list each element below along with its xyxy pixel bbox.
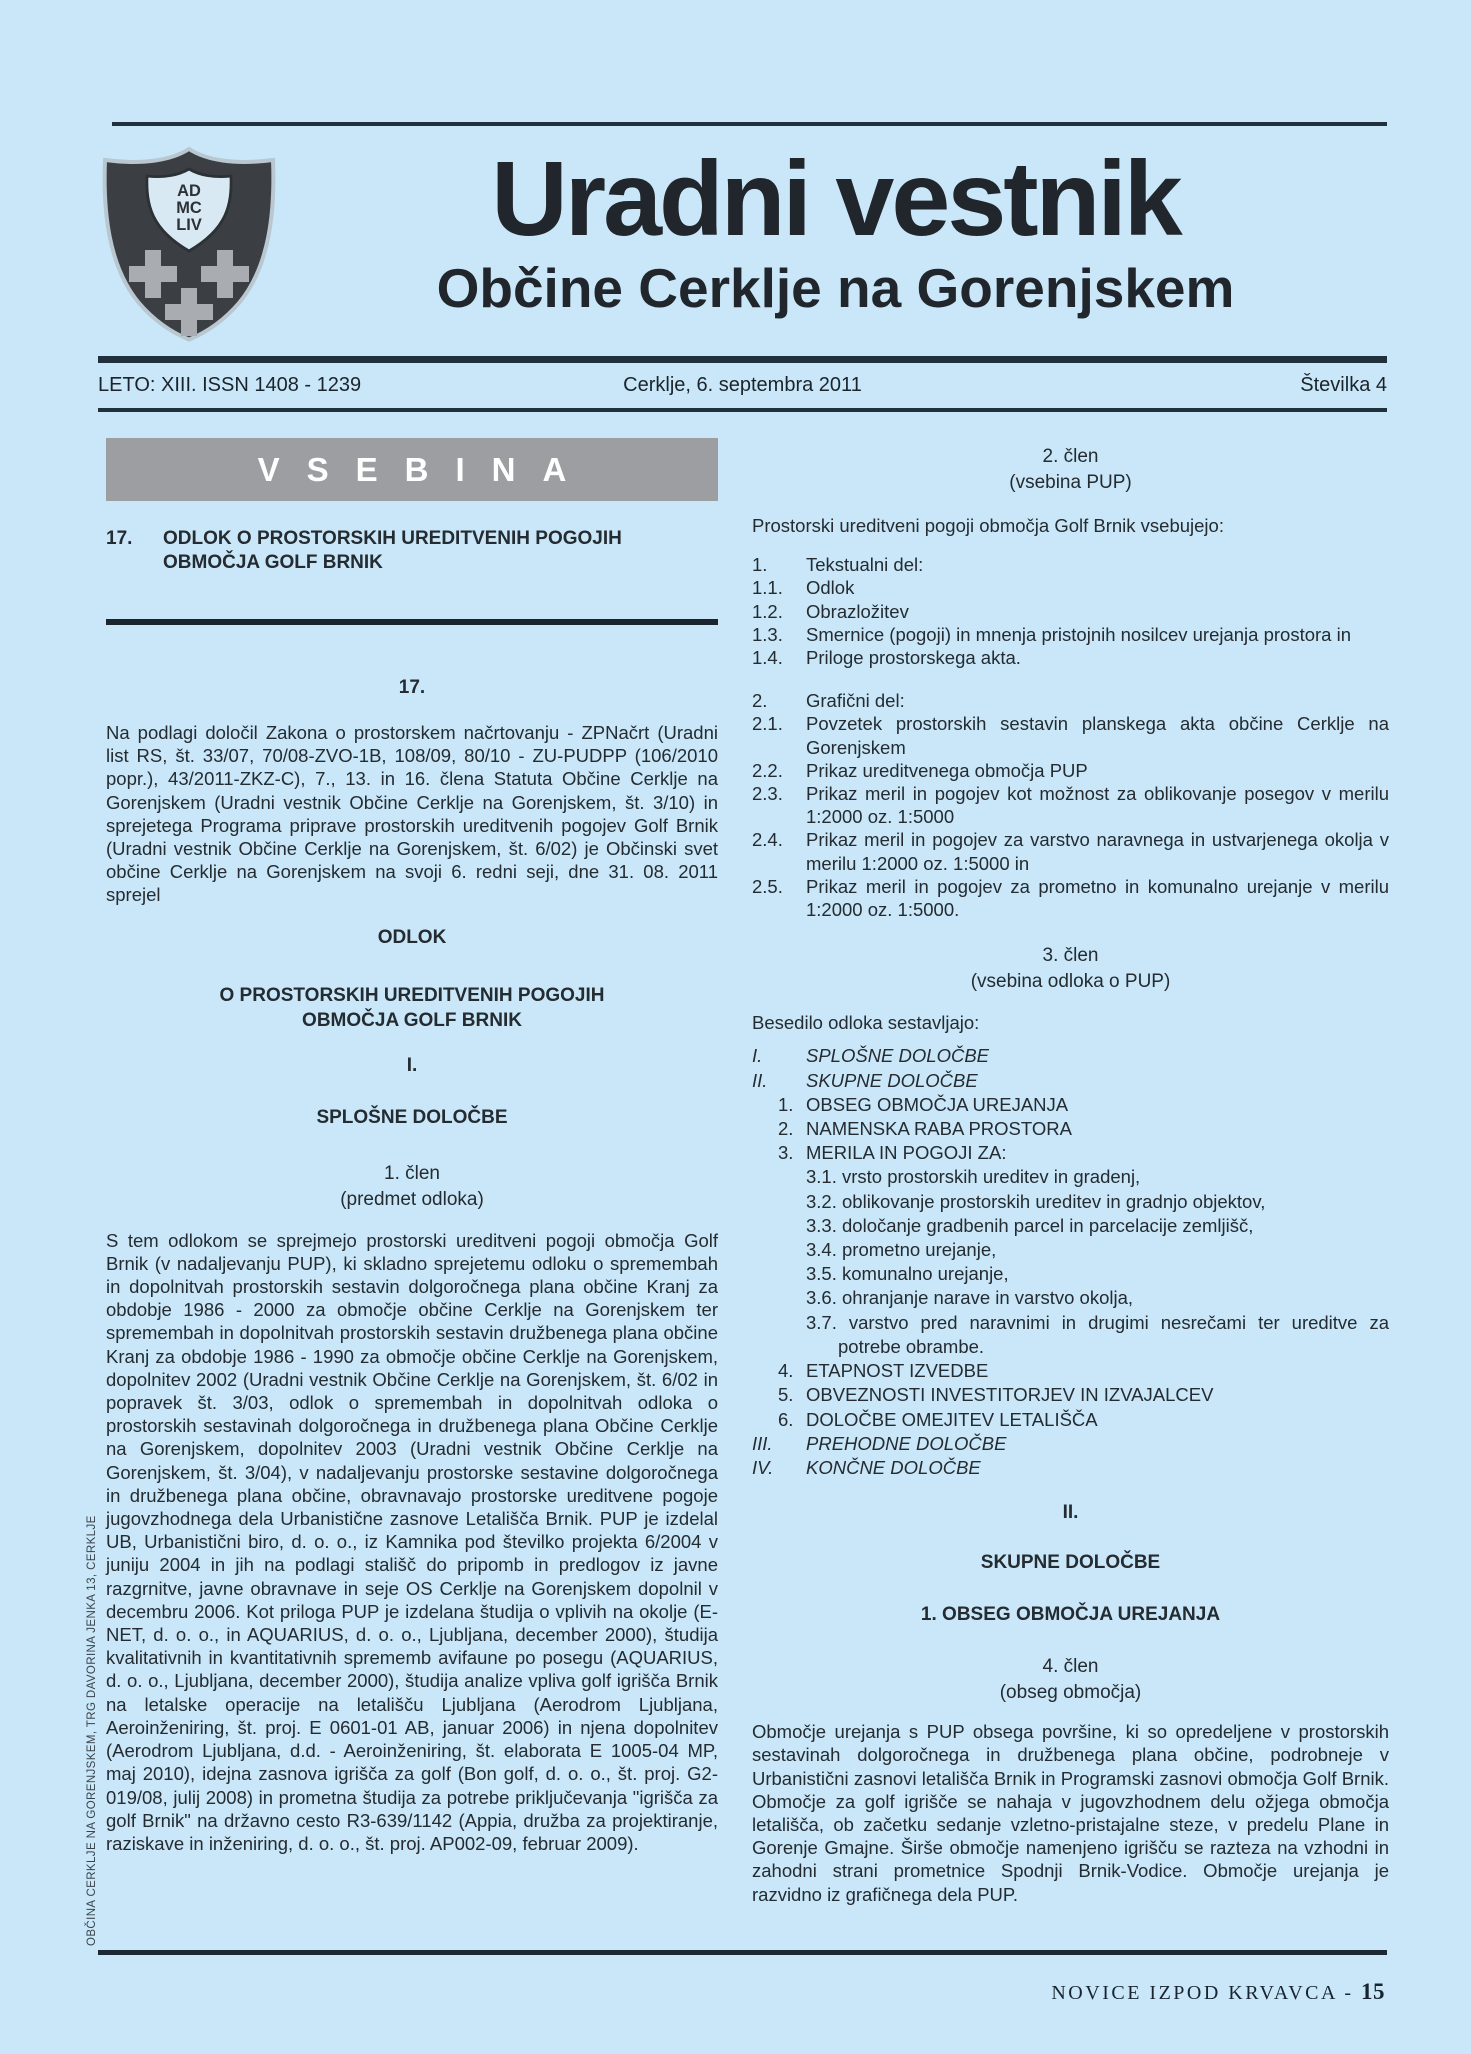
outline-text: prometno urejanje, — [842, 1239, 997, 1261]
outline-item — [752, 1165, 1389, 1189]
list-item — [752, 782, 1389, 828]
list-item-text: Obrazložitev — [806, 600, 909, 622]
contents-title: VSEBINA — [257, 451, 594, 488]
outline-text: komunalno urejanje, — [842, 1263, 1009, 1285]
list-item-text: Prikaz meril in pogojev za prometno in komunalno urejanje v merilu 1:2000 oz. 1:5000. — [806, 875, 1389, 921]
outline-text: določanje gradbenih parcel in parcelacije zemljišč, — [842, 1214, 1254, 1236]
outline-item — [752, 1456, 1389, 1480]
list-item — [752, 712, 1389, 758]
outline-item — [752, 1432, 1389, 1456]
gazette-title: Uradni vestnik — [491, 140, 1180, 258]
outline-number: 3.3. — [806, 1214, 837, 1236]
gazette-subtitle: Občine Cerklje na Gorenjskem — [436, 257, 1235, 320]
chapter-2-numeral: II. — [1062, 1502, 1079, 1524]
masthead-divider — [98, 356, 1387, 363]
outline-text: vrsto prostorskih ureditev in gradenj, — [842, 1166, 1141, 1188]
outline-number: II. — [752, 1069, 768, 1091]
list-item-text: Prikaz meril in pogojev kot možnost za oblikovanje posegov v merilu 1:2000 oz. 1:5000 — [806, 783, 1389, 828]
list-item — [752, 646, 1389, 669]
left-column — [106, 438, 718, 1855]
outline-number: 3. — [778, 1142, 794, 1164]
footer-page-number: 15 — [1361, 1979, 1385, 2004]
list-item-number: 2.4. — [752, 829, 783, 851]
list-item — [752, 576, 1389, 599]
outline-text: OBSEG OBMOČJA UREJANJA — [806, 1093, 1069, 1115]
outline-text: SPLOŠNE DOLOČBE — [806, 1045, 990, 1067]
outline-text: ohranjanje narave in varstvo okolja, — [842, 1287, 1134, 1309]
issue-infobar — [98, 363, 1387, 408]
list-item-number: 1.4. — [752, 647, 783, 669]
list-item-number: 2.5. — [752, 875, 783, 897]
outline-number: III. — [752, 1432, 773, 1454]
list-item — [752, 600, 1389, 623]
list-item-text: Prikaz meril in pogojev za varstvo naravnega in ustvarjenega okolja v merilu 1:2000 oz. 1:5000 in — [806, 829, 1389, 874]
list-item — [752, 875, 1389, 921]
outline-text: PREHODNE DOLOČBE — [806, 1432, 1007, 1454]
outline-number: IV. — [752, 1456, 774, 1478]
chapter-1-numeral: I. — [406, 1054, 418, 1076]
list-item-text: Priloge prostorskega akta. — [806, 647, 1021, 669]
outline-item — [752, 1359, 1389, 1383]
article-4-number: 4. člen — [1042, 1656, 1099, 1678]
outline-number: 1. — [778, 1093, 794, 1115]
shield-icon — [98, 144, 280, 344]
outline-item — [752, 1262, 1389, 1286]
municipal-coat-of-arms — [98, 142, 284, 350]
list-item-text: Odlok — [806, 577, 855, 599]
top-divider — [112, 122, 1387, 126]
article-1-number: 1. člen — [384, 1162, 440, 1184]
list-item — [752, 828, 1389, 874]
decree-heading: ODLOK — [377, 926, 447, 948]
decree-outline — [752, 1044, 1389, 1480]
article-4-heading — [752, 1654, 1389, 1706]
contents-entry — [106, 527, 718, 575]
outline-item — [752, 1044, 1389, 1068]
list-item-number: 2. — [752, 690, 768, 712]
list-item-text: Povzetek prostorskih sestavin planskega akta občine Cerklje na Gorenjskem — [806, 713, 1389, 758]
outline-number: 3.4. — [806, 1239, 837, 1261]
list-item-number: 2.3. — [752, 783, 783, 805]
outline-item — [752, 1141, 1389, 1165]
list-item-number: 1. — [752, 554, 768, 576]
article-2-heading — [752, 438, 1389, 496]
outline-text: OBVEZNOSTI INVESTITORJEV IN IZVAJALCEV — [806, 1384, 1214, 1406]
legal-basis-paragraph: Na podlagi določil Zakona o prostorskem načrtovanju - ZPNačrt (Uradni list RS, št. 33/07, 70/08-ZVO-1B, 108/09, 80/10 - ZU-PUDPP (106/2010 popr.), 43/2011-ZKZ-C), 7., 13. in 16. člena Statuta Občine Cerklje na Gorenjskem (Uradni vestnik Občine Cerklje na Gorenjskem, št. 3/10) in sprejetega Programa priprave prostorskih ureditvenih pogojev Golf Brnik (Uradni vestnik Občine Cerklje na Gorenjskem, št. 6/02) je Občinski svet občine Cerklje na Gorenjskem na svoji 6. redni seji, dne 31. 08. 2011 sprejel — [106, 722, 718, 906]
list-item-text: Prikaz ureditvenega območja PUP — [806, 759, 1088, 781]
shield-motto-line-1: AD — [177, 182, 201, 200]
article-1-heading — [106, 1161, 718, 1213]
page-footer — [1051, 1979, 1385, 2005]
list-item-number: 2.1. — [752, 713, 783, 735]
outline-item — [752, 1214, 1389, 1238]
article-3-subject: (vsebina odloka o PUP) — [970, 971, 1171, 993]
issue-place-date: Cerklje, 6. septembra 2011 — [623, 374, 862, 396]
graphic-part-list — [752, 689, 1389, 921]
list-item-text: Grafični del: — [806, 690, 905, 712]
issue-year-issn: LETO: XIII. ISSN 1408 - 1239 — [98, 374, 362, 396]
chapter-2-title: SKUPNE DOLOČBE — [980, 1552, 1161, 1574]
publisher-margin-note: OBČINA CERKLJE NA GORENJSKEM, TRG DAVORINA JENKA 13, CERKLJE — [86, 1515, 98, 1946]
decree-subject: O PROSTORSKIH UREDITVENIH POGOJIH OBMOČJA GOLF BRNIK — [219, 984, 605, 1031]
list-item — [752, 759, 1389, 782]
outline-item — [752, 1238, 1389, 1262]
outline-item — [752, 1093, 1389, 1117]
footer-divider — [98, 1950, 1387, 1955]
section-1-title: 1. OBSEG OBMOČJA UREJANJA — [920, 1604, 1221, 1626]
shield-motto-line-3: LIV — [176, 216, 202, 234]
outline-item — [752, 1408, 1389, 1432]
outline-number: 3.5. — [806, 1263, 837, 1285]
outline-number: 3.6. — [806, 1287, 837, 1309]
shield-motto-line-2: MC — [176, 199, 202, 217]
outline-number: 4. — [778, 1360, 794, 1382]
outline-number: I. — [752, 1045, 763, 1067]
list-item — [752, 553, 1389, 576]
outline-number: 3.7. — [806, 1311, 837, 1333]
outline-text: KONČNE DOLOČBE — [806, 1456, 981, 1478]
article-1-subject: (predmet odloka) — [340, 1188, 484, 1210]
right-column — [752, 438, 1389, 1906]
outline-number: 6. — [778, 1408, 794, 1430]
article-2-subject: (vsebina PUP) — [1009, 472, 1132, 493]
outline-text: varstvo pred naravnimi in drugimi nesrečami ter ureditve za potrebe obrambe. — [838, 1311, 1390, 1357]
masthead — [98, 142, 1387, 350]
article-3-number: 3. člen — [1042, 945, 1099, 967]
contents-entry-number: 17. — [106, 528, 133, 549]
outline-text: MERILA IN POGOJI ZA: — [806, 1142, 1007, 1164]
masthead-titles — [284, 142, 1387, 350]
outline-text: ETAPNOST IZVEDBE — [806, 1360, 989, 1382]
footer-journal-name: NOVICE IZPOD KRVAVCA - — [1051, 1982, 1354, 2004]
contents-entry-title: ODLOK O PROSTORSKIH UREDITVENIH POGOJIH OBMOČJA GOLF BRNIK — [163, 528, 622, 573]
article-3-heading — [752, 943, 1389, 995]
outline-item — [752, 1117, 1389, 1141]
contents-header — [106, 438, 718, 501]
outline-number: 5. — [778, 1384, 794, 1406]
list-item-number: 1.3. — [752, 623, 783, 645]
list-item-number: 1.2. — [752, 600, 783, 622]
outline-number: 3.1. — [806, 1166, 837, 1188]
list-item — [752, 623, 1389, 646]
article-4-subject: (obseg območja) — [999, 1682, 1142, 1704]
textual-part-list — [752, 553, 1389, 669]
contents-divider — [106, 619, 718, 625]
outline-text: oblikovanje prostorskih ureditev in gradnjo objektov, — [842, 1190, 1266, 1212]
article-2-number: 2. člen — [1042, 446, 1099, 467]
outline-text: SKUPNE DOLOČBE — [806, 1069, 978, 1091]
outline-text: DOLOČBE OMEJITEV LETALIŠČA — [806, 1408, 1098, 1430]
outline-item — [752, 1190, 1389, 1214]
outline-number: 3.2. — [806, 1190, 837, 1212]
outline-number: 2. — [778, 1118, 794, 1140]
list-item-text: Tekstualni del: — [806, 554, 924, 576]
list-item — [752, 689, 1389, 712]
article-number-17: 17. — [398, 677, 426, 698]
chapter-1-title: SPLOŠNE DOLOČBE — [316, 1106, 508, 1128]
list-item-number: 2.2. — [752, 759, 783, 781]
page-columns — [0, 412, 1471, 1906]
list-item-number: 1.1. — [752, 577, 783, 599]
outline-item — [752, 1069, 1389, 1093]
article-3-lead: Besedilo odloka sestavljajo: — [752, 1012, 980, 1034]
article-1-body: S tem odlokom se sprejmejo prostorski ureditveni pogoji območja Golf Brnik (v nadaljevanju PUP), ki skladno sprejetemu odloku o spremembah in dopolnitvah prostorskih sestavin dolgoročnega plana občine Kranj za obdobje 1986 - 2000 za območje občine Cerklje na Gorenjskem ter spremembah in dopolnitvah prostorskih sestavin družbenega plana občine Kranj za obdobje 1986 - 1990 za območje občine Cerklje na Gorenjskem, dopolnitev 2002 (Uradni vestnik Občine Cerklje na Gorenjskem, št. 6/02 in popravek št. 3/03, odlok o spremembah in dopolnitvah odloka o prostorskih sestavinah dolgoročnega in družbenega plana Občine Cerklje na Gorenjskem, dopolnitev 2003 (Uradni vestnik Občine Cerklje na Gorenjskem, št. 3/04), v nadaljevanju prostorske sestavine dolgoročnega in družbenega plana občine, obravnavajo prostorske ureditvene pogoje jugovzhodnega dela Urbanistične zasnove Letališča Brnik. PUP je izdelal UB, Urbanistični biro, d. o. o., iz Kamnika pod številko projekta 6/2004 v juniju 2004 in jih na podlagi stališč do pripomb in predlogov iz javne razgrnitve, javne obravnave in seje OS Cerklje na Gorenjskem dopolnil v decembru 2006. Kot priloga PUP je izdelana študija o vplivih na okolje (E-NET, d. o. o., in AQUARIUS, d. o. o., Ljubljana, december 2000), študija kvalitativnih in kvantitativnih sprememb avifaune po posegu (AQUARIUS, d. o. o., Ljubljana, december 2000), študija analize vpliva golf igrišča Brnik na letalske operacije na letališču Ljubljana (Aerodrom Ljubljana, Aeroinženiring, št. proj. E 0601-01 AB, januar 2006) in njena dopolnitev (Aerodrom Ljubljana, d.d. - Aeroinženiring, št. elaborata E 1005-04 MP, maj 2010), idejna zasnova igrišča za golf (Bon golf, d. o. o., št. proj. G2-019/08, julij 2008) in prometna študija za potrebe priključevanja "igrišča za golf Brnik" na državno cesto R3-639/1142 (Appia, družba za projektiranje, raziskave in inženiring, d. o. o., št. proj. AP002-09, februar 2009). — [106, 1229, 718, 1854]
outline-item — [752, 1311, 1389, 1359]
outline-item — [752, 1286, 1389, 1310]
issue-number: Številka 4 — [1300, 374, 1387, 396]
outline-text: NAMENSKA RABA PROSTORA — [806, 1118, 1072, 1140]
article-4-body: Območje urejanja s PUP obsega površine, ki so opredeljene v prostorskih sestavinah dolgoročnega in družbenega plana občine, podrobneje v Urbanistični zasnovi letališča Brnik in Programski zasnovi območja Golf Brnik. Območje za golf igrišče se nahaja v jugovzhodnem delu ožjega območja letališča, ob začetku sedanje vzletno-pristajalne steze, v predelu Plane in Gorenje Gmajne. Širše območje namenjeno igrišču se razteza na vzhodni in zahodni strani prometnice Spodnji Brnik-Vodice. Območje urejanja je razvidno iz grafičnega dela PUP. — [752, 1721, 1389, 1905]
list-item-text: Smernice (pogoji) in mnenja pristojnih nosilcev urejanja prostora in — [806, 623, 1351, 645]
outline-item — [752, 1383, 1389, 1407]
article-2-lead: Prostorski ureditveni pogoji območja Golf Brnik vsebujejo: — [752, 515, 1224, 536]
